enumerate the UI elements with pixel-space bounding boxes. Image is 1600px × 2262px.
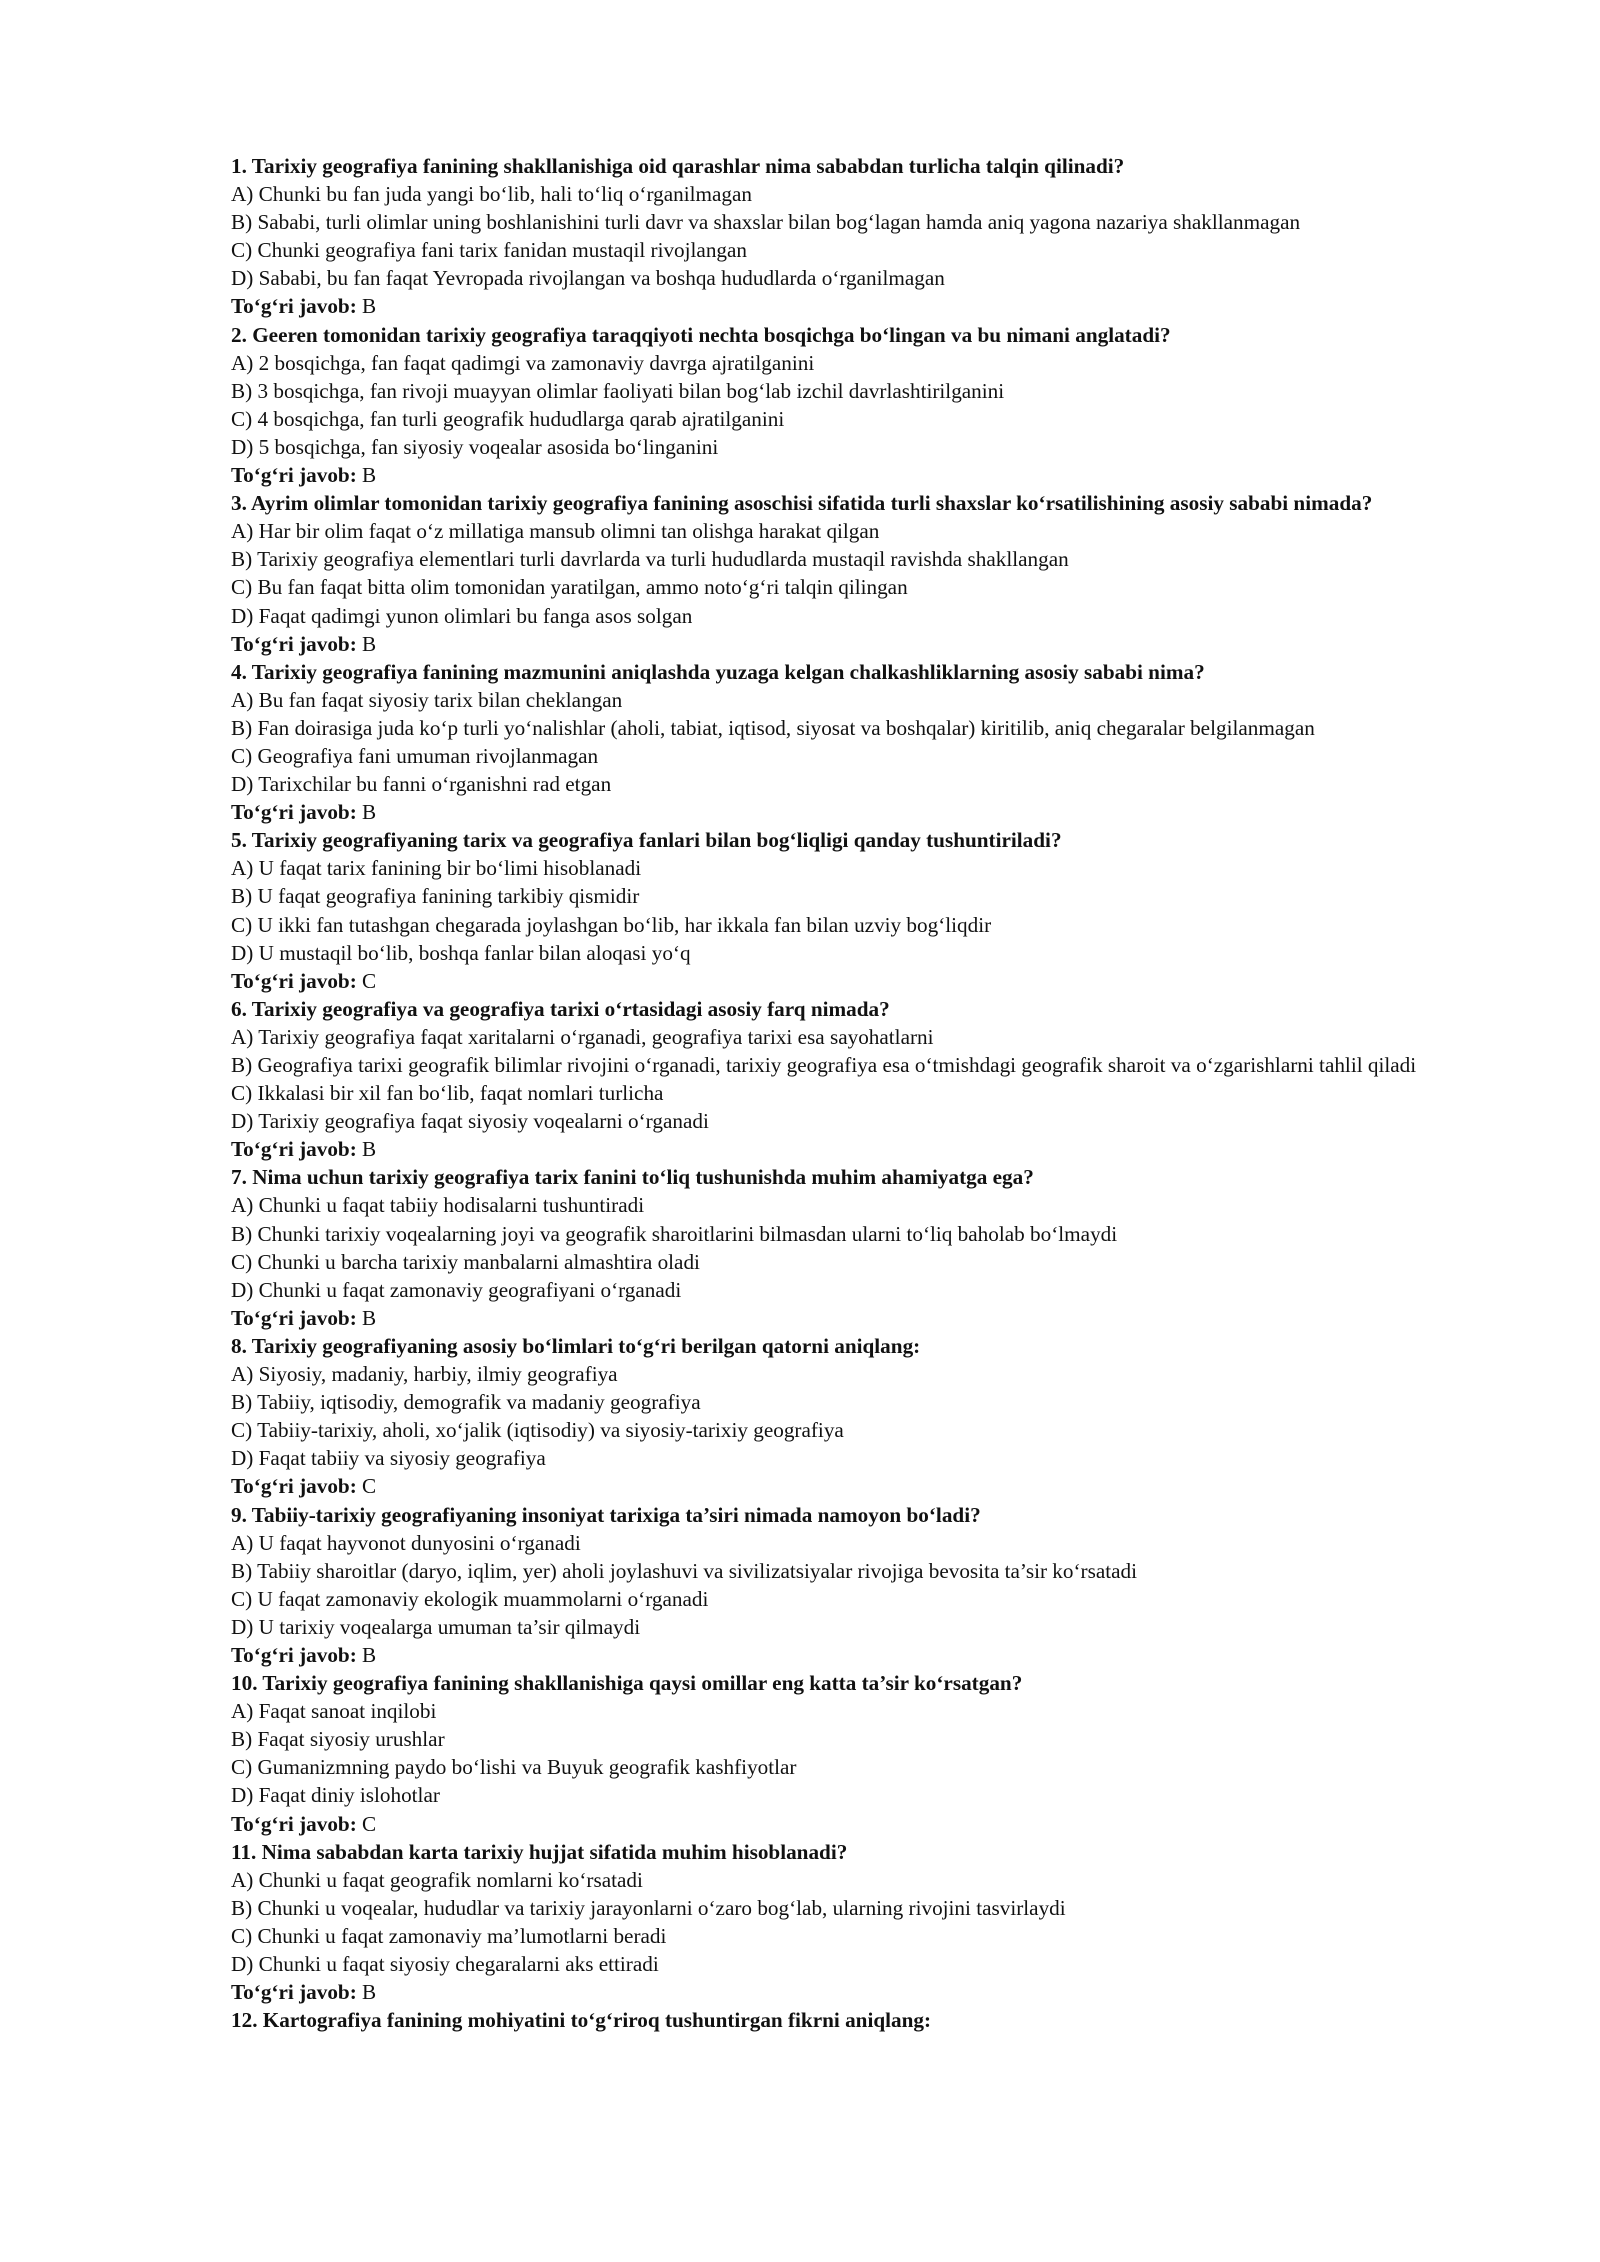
option-d: D) Chunki u faqat siyosiy chegaralarni aks ettiradi: [231, 1952, 659, 1976]
option-b: B) Sababi, turli olimlar uning boshlanishini turli davr va shaxslar bilan bog‘lagan hamda aniq yagona nazariya shakllanmagan: [231, 210, 1301, 235]
answer-line: [231, 967, 1501, 995]
question-block: [231, 2006, 1501, 2034]
option-b: B) Chunki u voqealar, hududlar va tarixiy jarayonlarni o‘zaro bog‘lab, ularning rivojini tasvirlaydi: [231, 1895, 1066, 1920]
question-title: 7. Nima uchun tarixiy geografiya tarix fanini to‘liq tushunishda muhim ahamiyatga ega?: [231, 1165, 1034, 1190]
option-b: B) Faqat siyosiy urushlar: [231, 1727, 445, 1752]
answer-line: [231, 292, 1501, 320]
question-title: 9. Tabiiy-tarixiy geografiyaning insoniyat tarixiga ta’siri nimada namoyon bo‘ladi?: [231, 1502, 981, 1527]
answer-line: [231, 630, 1501, 658]
question-block: [231, 321, 1501, 490]
option-a: A) Faqat sanoat inqilobi: [231, 1699, 437, 1724]
option-d: D) Tarixchilar bu fanni o‘rganishni rad etgan: [231, 772, 612, 797]
option-d: D) U tarixiy voqealarga umuman ta’sir qilmaydi: [231, 1614, 641, 1639]
option-d: D) Chunki u faqat zamonaviy geografiyani o‘rganadi: [231, 1277, 682, 1302]
answer-value: C: [362, 1474, 377, 1499]
answer-line: [231, 798, 1501, 826]
question-block: [231, 1332, 1501, 1501]
question-block: [231, 826, 1501, 995]
answer-value: B: [362, 800, 377, 825]
option-a: A) Chunki u faqat tabiiy hodisalarni tushuntiradi: [231, 1193, 645, 1218]
option-c: C) Tabiiy-tarixiy, aholi, xo‘jalik (iqtisodiy) va siyosiy-tarixiy geografiya: [231, 1418, 844, 1443]
quiz-document: [231, 152, 1501, 2034]
answer-value: C: [362, 1811, 377, 1836]
question-block: [231, 995, 1501, 1164]
question-title: 1. Tarixiy geografiya fanining shakllanishiga oid qarashlar nima sababdan turlicha talqin qilinadi?: [231, 154, 1125, 178]
question-title: 12. Kartografiya fanining mohiyatini to‘g‘riroq tushuntirgan fikrni aniqlang:: [231, 2008, 932, 2033]
option-c: C) Bu fan faqat bitta olim tomonidan yaratilgan, ammo noto‘g‘ri talqin qilingan: [231, 575, 908, 600]
answer-value: B: [362, 1305, 377, 1330]
question-block: [231, 1163, 1501, 1332]
question-title: 8. Tarixiy geografiyaning asosiy bo‘limlari to‘g‘ri berilgan qatorni aniqlang:: [231, 1333, 921, 1358]
option-c: C) Chunki u barcha tarixiy manbalarni almashtira oladi: [231, 1249, 700, 1274]
question-block: [231, 1501, 1501, 1670]
answer-label: To‘g‘ri javob:: [231, 1642, 357, 1667]
answer-line: [231, 1810, 1501, 1838]
answer-value: B: [362, 294, 377, 319]
answer-value: C: [362, 968, 377, 993]
question-block: [231, 658, 1501, 827]
answer-line: [231, 1304, 1501, 1332]
answer-line: [231, 1978, 1501, 2006]
option-b: B) Tabiiy sharoitlar (daryo, iqlim, yer) aholi joylashuvi va sivilizatsiyalar rivojiga bevosita ta’sir ko‘rsatadi: [231, 1558, 1138, 1583]
option-a: A) Siyosiy, madaniy, harbiy, ilmiy geografiya: [231, 1362, 618, 1387]
option-d: D) Faqat tabiiy va siyosiy geografiya: [231, 1446, 546, 1471]
option-a: A) Har bir olim faqat o‘z millatiga mansub olimni tan olishga harakat qilgan: [231, 519, 880, 544]
question-block: [231, 1669, 1501, 1838]
answer-label: To‘g‘ri javob:: [231, 1305, 357, 1330]
option-c: C) U ikki fan tutashgan chegarada joylashgan bo‘lib, har ikkala fan bilan uzviy bog‘liqdir: [231, 912, 992, 937]
answer-value: B: [362, 631, 377, 656]
option-b: B) Fan doirasiga juda ko‘p turli yo‘nalishlar (aholi, tabiat, iqtisod, siyosat va boshqalar) kiritilib, aniq chegaralar belgilanmagan: [231, 715, 1315, 740]
question-block: [231, 489, 1501, 658]
option-a: A) Bu fan faqat siyosiy tarix bilan cheklangan: [231, 687, 623, 712]
question-block: [231, 1838, 1501, 2007]
question-title: 2. Geeren tomonidan tarixiy geografiya taraqqiyoti nechta bosqichga bo‘lingan va bu nimani anglatadi?: [231, 322, 1171, 347]
question-block: [231, 152, 1501, 321]
option-b: B) U faqat geografiya fanining tarkibiy qismidir: [231, 884, 640, 909]
answer-label: To‘g‘ri javob:: [231, 1811, 357, 1836]
option-a: A) Tarixiy geografiya faqat xaritalarni o‘rganadi, geografiya tarixi esa sayohatlarni: [231, 1024, 934, 1049]
question-title: 4. Tarixiy geografiya fanining mazmunini aniqlashda yuzaga kelgan chalkashliklarning asosiy sababi nima?: [231, 659, 1205, 684]
option-d: D) U mustaqil bo‘lib, boshqa fanlar bilan aloqasi yo‘q: [231, 940, 691, 965]
option-c: C) Geografiya fani umuman rivojlanmagan: [231, 743, 599, 768]
question-title: 5. Tarixiy geografiyaning tarix va geografiya fanlari bilan bog‘liqligi qanday tushuntiriladi?: [231, 828, 1062, 853]
option-d: D) Tarixiy geografiya faqat siyosiy voqealarni o‘rganadi: [231, 1109, 709, 1134]
option-a: A) 2 bosqichga, fan faqat qadimgi va zamonaviy davrga ajratilganini: [231, 350, 815, 375]
answer-label: To‘g‘ri javob:: [231, 1137, 357, 1162]
answer-line: [231, 461, 1501, 489]
question-title: 10. Tarixiy geografiya fanining shakllanishiga qaysi omillar eng katta ta’sir ko‘rsatgan?: [231, 1671, 1023, 1696]
option-a: A) U faqat tarix fanining bir bo‘limi hisoblanadi: [231, 856, 642, 881]
option-d: D) 5 bosqichga, fan siyosiy voqealar asosida bo‘linganini: [231, 434, 719, 459]
question-title: 3. Ayrim olimlar tomonidan tarixiy geografiya fanining asoschisi sifatida turli shaxslar ko‘rsatilishining asosiy sababi nimada?: [231, 491, 1373, 516]
option-b: B) Tarixiy geografiya elementlari turli davrlarda va turli hududlarda mustaqil ravishda shakllangan: [231, 547, 1069, 572]
answer-line: [231, 1135, 1501, 1163]
answer-value: B: [362, 1980, 377, 2005]
answer-line: [231, 1641, 1501, 1669]
option-a: A) U faqat hayvonot dunyosini o‘rganadi: [231, 1530, 581, 1555]
option-a: A) Chunki u faqat geografik nomlarni ko‘rsatadi: [231, 1867, 643, 1892]
answer-label: To‘g‘ri javob:: [231, 968, 357, 993]
option-d: D) Faqat diniy islohotlar: [231, 1783, 440, 1808]
option-b: B) Tabiiy, iqtisodiy, demografik va madaniy geografiya: [231, 1390, 701, 1415]
question-title: 11. Nima sababdan karta tarixiy hujjat sifatida muhim hisoblanadi?: [231, 1839, 848, 1864]
option-b: B) Geografiya tarixi geografik bilimlar rivojini o‘rganadi, tarixiy geografiya esa o‘tmishdagi geografik sharoit va o‘zgarishlarni tahlil qiladi: [231, 1053, 1417, 1077]
answer-line: [231, 1472, 1501, 1500]
option-d: D) Faqat qadimgi yunon olimlari bu fanga asos solgan: [231, 603, 693, 628]
option-c: C) Chunki geografiya fani tarix fanidan mustaqil rivojlangan: [231, 238, 748, 263]
option-a: A) Chunki bu fan juda yangi bo‘lib, hali to‘liq o‘rganilmagan: [231, 182, 752, 207]
answer-label: To‘g‘ri javob:: [231, 800, 357, 825]
option-c: C) 4 bosqichga, fan turli geografik hududlarga qarab ajratilganini: [231, 406, 785, 431]
answer-value: B: [362, 1642, 377, 1667]
option-d: D) Sababi, bu fan faqat Yevropada rivojlangan va boshqa hududlarda o‘rganilmagan: [231, 266, 945, 291]
option-c: C) Gumanizmning paydo bo‘lishi va Buyuk geografik kashfiyotlar: [231, 1755, 797, 1780]
answer-label: To‘g‘ri javob:: [231, 463, 357, 488]
answer-label: To‘g‘ri javob:: [231, 294, 357, 319]
answer-value: B: [362, 1137, 377, 1162]
option-b: B) 3 bosqichga, fan rivoji muayyan olimlar faoliyati bilan bog‘lab izchil davrlashtirilganini: [231, 378, 1005, 403]
option-c: C) U faqat zamonaviy ekologik muammolarni o‘rganadi: [231, 1586, 709, 1611]
question-title: 6. Tarixiy geografiya va geografiya tarixi o‘rtasidagi asosiy farq nimada?: [231, 996, 890, 1021]
answer-label: To‘g‘ri javob:: [231, 1980, 357, 2005]
option-b: B) Chunki tarixiy voqealarning joyi va geografik sharoitlarini bilmasdan ularni to‘liq baholab bo‘lmaydi: [231, 1221, 1118, 1246]
option-c: C) Chunki u faqat zamonaviy ma’lumotlarni beradi: [231, 1923, 667, 1948]
answer-label: To‘g‘ri javob:: [231, 1474, 357, 1499]
answer-value: B: [362, 463, 377, 488]
option-c: C) Ikkalasi bir xil fan bo‘lib, faqat nomlari turlicha: [231, 1081, 664, 1106]
answer-label: To‘g‘ri javob:: [231, 631, 357, 656]
